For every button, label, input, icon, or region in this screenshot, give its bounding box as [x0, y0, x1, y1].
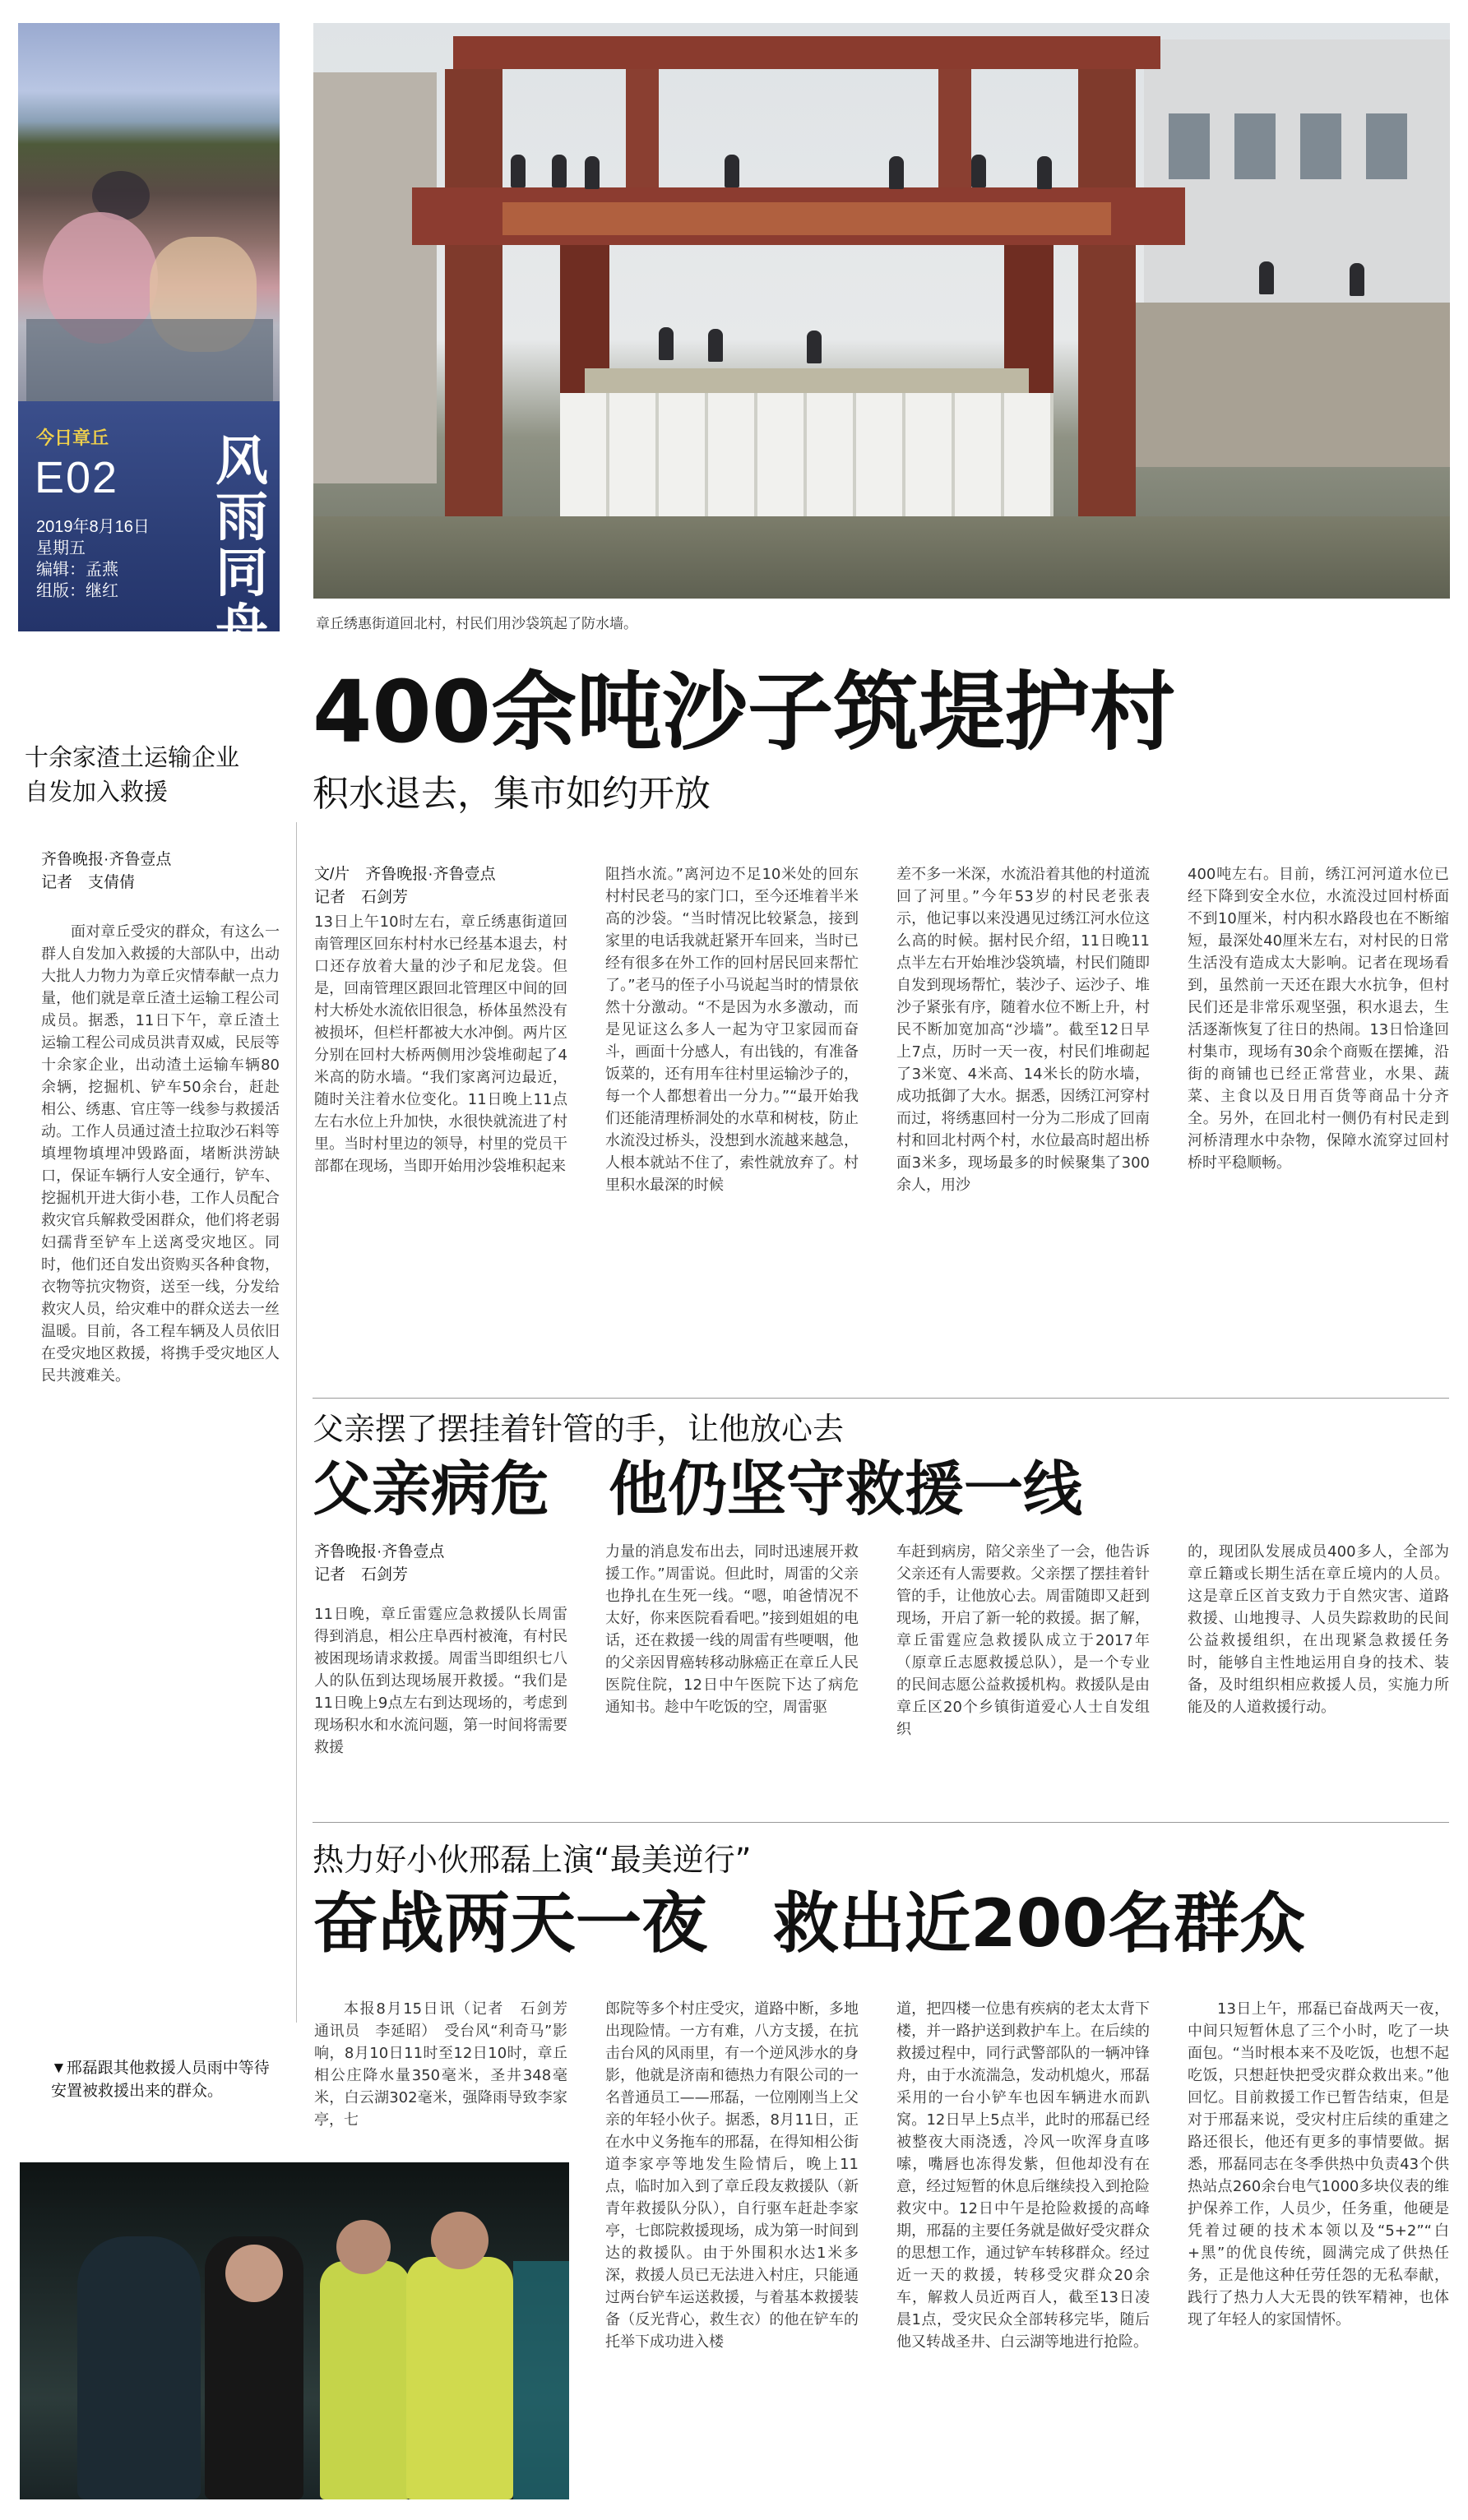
sidebar-body: 面对章丘受灾的群众，有这么一群人自发加入救援的大部队中，出动大批人力物力为章丘灾情奉献一点力量，他们就是章丘渣土运输工程公司成员。据悉，11日下午，章丘渣土运输工程公司成员洪青双威，民辰等十余家企业，出动渣土运输车辆80余辆，挖掘机、铲车50余台，赶赴相公、绣惠、官庄等一线参与救援活动。工作人员通过渣土拉取沙石料等填埋物填埋冲毁路面，堵断洪涝缺口，保证车辆行人安全通行，铲车、挖掘机开进大街小巷，工作人员配合救灾官兵解救受困群众，他们将老弱妇孺背至铲车上送离受灾地区。同时，他们还自发出资购买各种食物，衣物等抗灾物资，送至一线，分发给救灾人员，给灾难中的群众送去一丝温暖。目前，各工程车辆及人员依旧在受灾地区救援，将携手受灾地区人民共渡难关。	[41, 923, 280, 1385]
column-divider	[296, 822, 297, 2023]
divider	[313, 1822, 1449, 1823]
bottom-photo-caption: ▼邢磊跟其他救援人员雨中等待安置被救援出来的群众。	[51, 2060, 270, 2100]
story3-kicker: 热力好小伙邢磊上演“最美逆行”	[313, 1842, 752, 1878]
story2-column-4: 的，现团队发展成员400多人，全部为章丘籍或长期生活在章丘境内的人员。这是章丘区首支致力于自然灾害、道路救援、山地搜寻、人员失踪救助的民间公益救援组织，在出现紧急救援任务时，能够自主性地运用自身的技术、装备，及时组织相应救援人员，实施力所能及的人道救援行动。	[1188, 1543, 1449, 1716]
story1-subhead: 积水退去，集市如约开放	[313, 773, 711, 815]
story3-column-3: 道，把四楼一位患有疾病的老太太背下楼，并一路护送到救护车上。在后续的救援过程中，同行武警部队的一辆冲锋舟，由于水流湍急，发动机熄火，邢磊采用的一台小铲车也因车辆进水而趴窝。12日早上5点半，此时的邢磊已经被整夜大雨浇透，冷风一吹浑身直哆嗦，嘴唇也冻得发紫，但他却没有在意，经过短暂的休息后继续投入到抢险救灾中。12日中午是抢险救援的高峰期，邢磊的主要任务就是做好受灾群众的思想工作，通过铲车转移群众。经过近一天的救援，转移受灾群众20余车，解救人员近两百人，截至13日凌晨1点，受灾民众全部转移完毕，随后他又转战圣井、白云湖等地进行抢险。	[896, 2000, 1150, 2351]
issue-date: 2019年8月16日	[36, 518, 150, 536]
byline-line: 齐鲁晚报·齐鲁壹点	[314, 1543, 445, 1561]
story2-column-2: 力量的消息发布出去，同时迅速展开救援工作。”周雷说。但此时，周雷的父亲也挣扎在生死一线。“嗯，咱爸情况不太好，你来医院看看吧。”接到姐姐的电话，还在救援一线的周雷有些哽咽，他的父亲因胃癌转移动脉癌正在章丘人民医院住院，12日中午医院下达了病危通知书。趁中午吃饭的空，周雷驱	[605, 1543, 859, 1716]
page-number: E02	[35, 453, 119, 502]
headline-line: 自发加入救援	[25, 778, 169, 806]
bottom-photo	[20, 2162, 569, 2499]
divider	[313, 1398, 1449, 1399]
story2-kicker: 父亲摆了摆挂着针管的手，让他放心去	[313, 1411, 845, 1447]
masthead-info	[36, 516, 150, 602]
story2-headline: 父亲病危 他仍坚守救援一线	[313, 1454, 1083, 1524]
story2-column-1: 11日晚，章丘雷霆应急救援队长周雷得到消息，相公庄阜西村被淹，有村民被困现场请求救援。周雷当即组织七八人的队伍到达现场展开救援。“我们是11日晚上9点左右到达现场的，考虑到现场积水和水流问题，第一时间将需要救援	[314, 1606, 567, 1756]
main-photo	[313, 23, 1450, 599]
issue-weekday: 星期五	[36, 539, 86, 557]
story2-column-3: 车赶到病房，陪父亲坐了一会，他告诉父亲还有人需要救。父亲摆了摆挂着针管的手，让他放心去。周雷随即又赶到现场，开启了新一轮的救援。据了解，章丘雷霆应急救援队成立于2017年（原章丘志愿救援总队），是一个专业的民间志愿公益救援机构。救援队是由章丘区20个乡镇街道爱心人士自发组织	[896, 1543, 1150, 1738]
byline-line: 记者 支倩倩	[41, 874, 136, 891]
headline-line: 十余家渣土运输企业	[25, 743, 240, 771]
story3-column-1: 本报8月15日讯（记者 石剑芳 通讯员 李延昭） 受台风“利奇马”影响，8月10日11时至12日10时，章丘相公庄降水量350毫米，圣井348毫米，白云湖302毫米，强降雨导致李家亭，七	[314, 2000, 582, 2129]
byline-line: 记者 石剑芳	[314, 889, 409, 906]
story3-column-2: 郎院等多个村庄受灾，道路中断，多地出现险情。一方有难，八方支援，在抗击台风的风雨里，有一个逆风涉水的身影，他就是济南和德热力有限公司的一名普通员工——邢磊，一位刚刚当上父亲的年轻小伙子。据悉，8月11日，正在水中义务拖车的邢磊，在得知相公街道李家亭等地发生险情后，晚上11点，临时加入到了章丘段友救援队（新青年救援队分队），自行驱车赶赴李家亭，七郎院救援现场，成为第一时间到达的救援队。由于外围积水达1米多深，救援人员已无法进入村庄，只能通过两台铲车运送救援，与着基本救援装备（反光背心，救生衣）的他在铲车的托举下成功进入楼	[605, 2000, 859, 2351]
section-title: 风雨同舟	[215, 431, 268, 660]
story3-headline: 奋战两天一夜 救出近200名群众	[313, 1885, 1305, 1962]
story2-byline	[314, 1541, 444, 1587]
byline-line: 文/片 齐鲁晚报·齐鲁壹点	[314, 866, 496, 883]
byline-line: 记者 石剑芳	[314, 1566, 409, 1584]
section-tag: 今日章丘	[36, 428, 109, 448]
main-photo-caption: 章丘绣惠街道回北村，村民们用沙袋筑起了防水墙。	[316, 616, 637, 631]
story1-column-4: 400吨左右。目前，绣江河河道水位已经下降到安全水位，水流没过回村桥面不到10厘米，村内积水路段也在不断缩短，最深处40厘米左右，对村民的日常生活没有造成太大影响。记者在现场看到，虽然前一天还在跟大水抗争，但村民们还是非常乐观坚强，积水退去，生活逐渐恢复了往日的热闹。13日恰逢回村集市，现场有30余个商贩在摆摊，沿街的商铺也已经正常营业，水果、蔬菜、主食以及日用百货等商品十分齐全。另外，在回北村一侧仍有村民走到河桥清理水中杂物，保障水流穿过回村桥时平稳顺畅。	[1188, 866, 1449, 1172]
story1-headline: 400余吨沙子筑堤护村	[313, 662, 1176, 762]
section-masthead	[18, 23, 280, 660]
layout-credit: 组版：继红	[36, 582, 118, 600]
sidebar-headline	[25, 740, 288, 809]
story1-byline	[314, 863, 496, 909]
story1-column-2: 阻挡水流。”离河边不足10米处的回东村村民老马的家门口，至今还堆着半米高的沙袋。“当时情况比较紧急，接到家里的电话我就赶紧开车回来，当时已经有很多在外工作的回村居民回来帮忙了。”老马的侄子小马说起当时的情景依然十分激动。“不是因为水多激动，而是见证这么多人一起为守卫家园而奋斗，画面十分感人，有出钱的，有准备饭菜的，还有用车往村里运输沙子的，每一个人都想着出一分力。”“最开始我们还能清理桥洞处的水草和树枝，防止水流没过桥头，没想到水流越来越急，人根本就站不住了，索性就放弃了。村里积水最深的时候	[605, 866, 859, 1194]
sidebar-byline	[41, 848, 171, 895]
editor-credit: 编辑：孟燕	[36, 561, 118, 579]
byline-line: 齐鲁晚报·齐鲁壹点	[41, 851, 172, 868]
story1-column-3: 差不多一米深，水流沿着其他的村道流回了河里。”今年53岁的村民老张表示，他记事以来没遇见过绣江河水位这么高的时候。据村民介绍，11日晚11点半左右开始堆沙袋筑墙，村民们随即自发到现场帮忙，装沙子、运沙子、堆沙子紧张有序，随着水位不断上升，村民不断加宽加高“沙墙”。截至12日早上7点，历时一天一夜，村民们堆砌起了3米宽、4米高、14米长的防水墙，成功抵御了大水。据悉，因绣江河穿村而过，将绣惠回村一分为二形成了回南村和回北村两个村，水位最高时超出桥面3米多，现场最多的时候聚集了300余人，用沙	[896, 866, 1150, 1194]
masthead-photo	[18, 23, 280, 401]
story1-column-1: 13日上午10时左右，章丘绣惠街道回南管理区回东村村水已经基本退去，村口还存放着大量的沙子和尼龙袋。但是，回南管理区跟回北管理区中间的回村大桥处水流依旧很急，桥体虽然没有被损坏，但栏杆都被大水冲倒。两片区分别在回村大桥两侧用沙袋堆砌起了4米高的防水墙。“我们家离河边最近，随时关注着水位变化。11日晚上11点左右水位上升加快，水很快就流进了村里。当时村里边的领导，村里的党员干部都在现场，当即开始用沙袋堆积起来	[314, 913, 567, 1175]
story3-column-4: 13日上午，邢磊已奋战两天一夜，中间只短暂休息了三个小时，吃了一块面包。“当时根本来不及吃饭，也想不起吃饭，只想赶快把受灾群众救出来。”他回忆。目前救援工作已暂告结束，但是对于邢磊来说，受灾村庄后续的重建之路还很长，他还有更多的事情要做。据悉，邢磊同志在冬季供热中负责43个供热站点260余台电气1000多块仪表的维护保养工作，人员少，任务重，他硬是凭着过硬的技术本领以及“5+2”“白+黑”的优良传统，圆满完成了供热任务，正是他这种任劳任怨的无私奉献，践行了热力人大无畏的铁军精神，也体现了年轻人的家国情怀。	[1188, 2000, 1449, 2328]
